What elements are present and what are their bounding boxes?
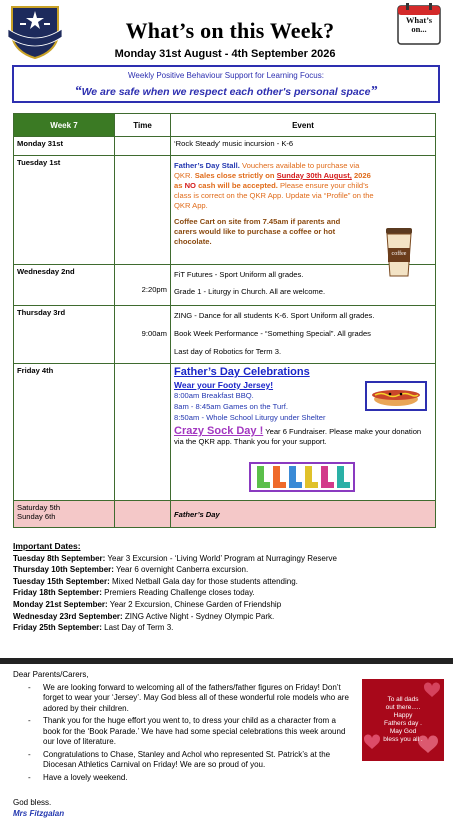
schedule-item: 8:00am Breakfast BBQ. [174, 391, 254, 400]
date-text: Year 2 Excursion, Chinese Garden of Friendship [107, 599, 282, 609]
table-row-weekend [14, 501, 436, 528]
date-text: Year 6 overnight Canberra excursion. [113, 565, 249, 575]
letter-points [13, 683, 353, 784]
table-row-friday [14, 364, 436, 501]
event-header: Event [171, 114, 436, 137]
sock-day-title: Crazy Sock Day ! [174, 425, 264, 437]
day-cell: Thursday 3rd [14, 306, 115, 364]
time-value: 2:20pm [141, 285, 167, 294]
date-text: Mixed Netball Gala day for those students attending. [109, 576, 298, 586]
card-line: May God [389, 728, 417, 735]
pbs-focus-box [12, 65, 440, 103]
list-item [13, 587, 443, 599]
stall-text5: Please ensure your child’s class is correct on the QKR App. Update via “Profile” on the QKR App. [174, 181, 374, 210]
date-range: Monday 31st August - 4th September 2026 [114, 48, 336, 60]
coffee-cart-text: Coffee Cart on site from 7.45am if parents and carers would like to purchase a coffee or hot chocolate. [174, 217, 341, 246]
list-item: - We are looking forward to welcoming all of the fathers/father figures on Friday! Don’t forget to wear your ‘Jersey’. May God bless all of these wonderful role models who are adored by their children. [43, 683, 353, 715]
event-line: ZING - Dance for all students K-6. Sport Uniform all grades. [174, 311, 375, 320]
list-item: - Thank you for the huge effort you went to, to dress your child as a character from a book for the ‘Book Parade.’ We have had some special celebrations this week around our love of literature. [43, 716, 353, 748]
stall-date: Sunday 30th August, [276, 171, 352, 180]
event-line: Grade 1 - Liturgy in Church. All are welcome. [174, 287, 326, 296]
important-dates-heading: Important Dates: [13, 541, 81, 551]
card-line: To all dads [387, 696, 419, 703]
event-cell [171, 364, 436, 501]
date-label: Friday 18th September: [13, 588, 102, 598]
list-item: - Have a lovely weekend. [43, 773, 353, 784]
time-cell [115, 364, 171, 501]
schedule-item: 8am - 8:45am Games on the Turf. [174, 402, 288, 411]
stall-title: Father’s Day Stall. [174, 161, 240, 170]
pbs-focus-line: “We are safe when we respect each other's personal space” [74, 84, 378, 99]
date-text: Last Day of Term 3. [101, 623, 174, 633]
time-header: Time [115, 114, 171, 137]
sock-day-text: Year 6 Fundraiser. Please make your donation via the QKR app. Thank you for your support. [174, 427, 422, 446]
date-text: Premiers Reading Challenge closes today. [101, 588, 255, 598]
list-item [13, 599, 443, 611]
fathers-day-card [362, 679, 444, 761]
stall-notice [174, 161, 379, 211]
coffee-cup-label: coffee [391, 251, 407, 257]
day-cell [14, 501, 115, 528]
time-cell [115, 306, 171, 364]
date-label: Thursday 10th September: [13, 565, 114, 575]
date-label: Tuesday 8th September: [13, 553, 106, 563]
date-label: Tuesday 15th September: [13, 576, 110, 586]
stall-text2: Sales close strictly on [194, 171, 277, 180]
calendar-icon [396, 2, 442, 46]
table-row-tuesday [14, 156, 436, 265]
event-cell [171, 501, 436, 528]
day-cell: Monday 31st [14, 137, 115, 156]
letter-signature: Mrs Fitzgalan [13, 808, 65, 818]
event-line: FiT Futures - Sport Uniform all grades. [174, 270, 304, 279]
day-cell: Wednesday 2nd [14, 265, 115, 306]
time-cell [115, 501, 171, 528]
pbs-focus: We are safe when we respect each other's personal space [81, 86, 371, 98]
date-text: ZING Active Night - Sydney Olympic Park. [122, 611, 275, 621]
list-item [13, 576, 443, 588]
time-cell [115, 265, 171, 306]
list-item [13, 553, 443, 565]
sock-day [174, 426, 424, 447]
date-label: Monday 21st September: [13, 599, 108, 609]
school-crest-logo [6, 3, 64, 59]
card-line: bless you all . [383, 736, 423, 743]
schedule-table [13, 113, 436, 528]
page-title: What’s on this Week? [125, 18, 335, 43]
list-item: - Congratulations to Chase, Stanley and Achol who represented St. Patrick’s at the Diocesan Athletics Carnival on Friday! We are so proud of you. [43, 750, 353, 771]
card-line: out there..... [385, 704, 421, 711]
event-cell [171, 306, 436, 364]
calendar-text: What’s on... [405, 15, 433, 34]
day-cell: Tuesday 1st [14, 156, 115, 265]
event-line: Book Week Performance - “Something Special”. All grades [174, 329, 371, 338]
date-label: Friday 25th September: [13, 623, 102, 633]
jersey-text: Wear your Footy Jersey! [174, 380, 274, 390]
list-item [13, 611, 443, 623]
crazy-socks-icon [249, 462, 355, 492]
table-row-thursday [14, 306, 436, 364]
card-text [362, 696, 444, 744]
section-divider [0, 658, 453, 664]
day-sunday: Sunday 6th [17, 512, 56, 521]
card-line: Fathers day . [384, 720, 422, 727]
stall-text1: Vouchers available to purchase via QKR. [174, 161, 360, 180]
card-line: Happy [393, 712, 413, 719]
table-row-wednesday [14, 265, 436, 306]
coffee-cup-icon [383, 226, 415, 278]
day-cell: Friday 4th [14, 364, 115, 501]
important-dates [13, 541, 443, 634]
date-label: Wednesday 23rd September: [13, 611, 123, 621]
date-text: Year 3 Excursion - ‘Living World’ Program at Nurragingy Reserve [105, 553, 337, 563]
stall-text4: cash will be accepted. [195, 181, 278, 190]
stall-no: NO [184, 181, 196, 190]
week-header: Week 7 [14, 114, 115, 137]
letter-closing: God bless. [13, 798, 52, 807]
event-cell: ‘Rock Steady’ music incursion - K-6 [171, 137, 436, 156]
table-row-monday [14, 137, 436, 156]
time-cell [115, 156, 171, 265]
weekend-event: Father’s Day [174, 509, 220, 519]
list-item [13, 622, 443, 634]
fathers-day-title: Father’s Day Celebrations [174, 366, 310, 378]
time-cell [115, 137, 171, 156]
time-value: 9:00am [141, 329, 167, 338]
event-cell [171, 156, 436, 265]
list-item [13, 564, 443, 576]
letter-greeting: Dear Parents/Carers, [13, 670, 89, 679]
day-saturday: Saturday 5th [17, 503, 61, 512]
principal-letter [13, 670, 353, 819]
schedule-item: 8:50am - Whole School Liturgy under Shelter [174, 413, 326, 422]
pbs-heading: Weekly Positive Behaviour Support for Learning Focus: [128, 71, 324, 80]
table-header-row [14, 114, 436, 137]
event-line: Last day of Robotics for Term 3. [174, 347, 282, 356]
hotdog-icon [365, 381, 427, 411]
stall-text3: 2026 as [174, 171, 371, 190]
